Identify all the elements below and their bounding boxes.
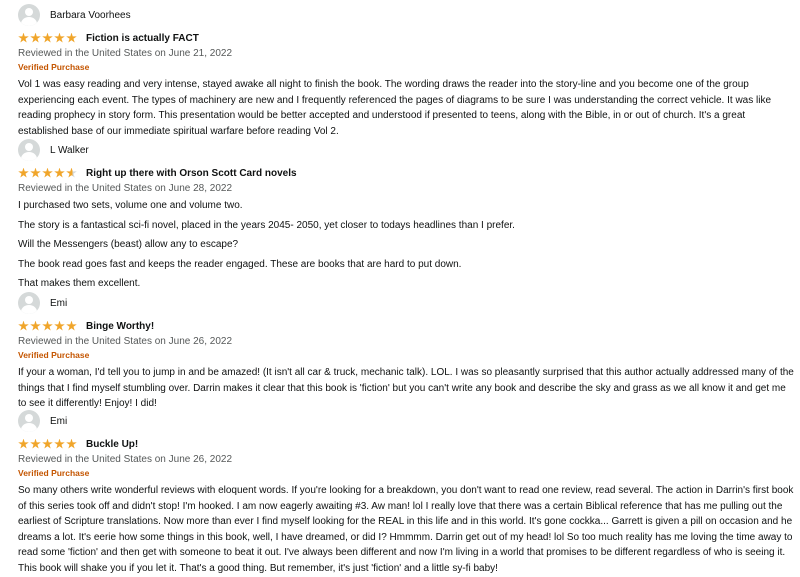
review-title[interactable]: Binge Worthy! (86, 320, 155, 332)
star-icon (66, 439, 77, 450)
avatar-icon (18, 139, 40, 161)
star-icon (54, 321, 65, 332)
review-card (18, 408, 796, 576)
star-icon (42, 33, 53, 44)
review-date: Reviewed in the United States on June 26, 2022 (18, 454, 233, 465)
review-body (18, 198, 796, 292)
verified-purchase-badge: Verified Purchase (18, 62, 90, 72)
review-paragraph: If your a woman, I'd tell you to jump in and be amazed! (It isn't all car & truck, mechanic talk). LOL. I was so pleasantly surprised that this author actually addressed many of the things that I find myself stumbling over. Darrin makes it clear that this book is 'fiction' but you can't write any book and describe the sky and grass as we all know it and get me to see it differently! Enjoy! I did! (18, 367, 794, 409)
reviewer-profile[interactable] (18, 408, 796, 434)
review-paragraph: So many others write wonderful reviews with eloquent words. If you're looking for a breakdown, you don't want to read one review, read several. The action in Darrin's first book of this series took off and didn't stop! I'm hooked. I am now eagerly awaiting #3. Aw man! lol I really love that there was a certain Biblical reference that has me pulling out the earliest of Scripture translations. Now more than ever I find myself looking for the REAL in this life and in this world. It's gone cockka... Garrett is given a pill on occasion and he dreams a lot. It's eerie how some things in this book, well, I have dreamed, or did I? Hmmmm. Darrin get out of my head! lol So too much reality has me loving the time away to read some 'fiction' and then get with someone to beat it out. I've always been different and now I'm living in a world that promises to be different regardless of who is seeing it. This book will shake you if you let it. That's a good thing. But remember, it's just 'fiction' and a little sy-fi baby! (18, 485, 794, 574)
star-icon (30, 33, 41, 44)
avatar-icon (18, 292, 40, 314)
review-paragraph: The story is a fantastical sci-fi novel, placed in the years 2045- 2050, yet closer to todays headlines than I prefer. (18, 219, 515, 231)
star-rating[interactable] (18, 439, 78, 450)
star-icon (30, 321, 41, 332)
review-paragraph: Vol 1 was easy reading and very intense, stayed awake all night to finish the book. The wording draws the reader into the story-line and you become one of the group experiencing each event. The types of machinery are new and I frequently referenced the pages of diagrams to be sure I was understanding the correct vehicle. It was like reading prophecy in story form. This presentation would be better accepted and understood if presented to teens, along with the Bible, in or out of church. It's a great established base of our immediate spiritual warfare before reading Vol 2. (18, 79, 772, 137)
reviewer-profile[interactable] (18, 137, 796, 163)
star-icon (30, 168, 41, 179)
reviewer-profile[interactable] (18, 2, 796, 28)
reviewer-name[interactable]: L Walker (50, 144, 89, 156)
reviewer-profile[interactable] (18, 290, 796, 316)
review-title[interactable]: Right up there with Orson Scott Card novels (86, 167, 297, 179)
review-body (18, 77, 796, 139)
review-paragraph: The book read goes fast and keeps the reader engaged. These are books that are hard to put down. (18, 258, 462, 270)
star-icon (18, 33, 29, 44)
star-rating[interactable] (18, 321, 78, 332)
star-icon (54, 33, 65, 44)
star-rating[interactable] (18, 168, 78, 179)
star-icon (54, 439, 65, 450)
verified-purchase-badge: Verified Purchase (18, 468, 90, 478)
review-date: Reviewed in the United States on June 21, 2022 (18, 48, 233, 59)
star-half-icon (66, 168, 77, 179)
review-card (18, 2, 796, 139)
review-date: Reviewed in the United States on June 28, 2022 (18, 183, 233, 194)
star-icon (42, 439, 53, 450)
star-icon (42, 321, 53, 332)
avatar-icon (18, 4, 40, 26)
review-body (18, 483, 796, 576)
review-paragraph: Will the Messengers (beast) allow any to escape? (18, 239, 239, 250)
star-icon (30, 439, 41, 450)
star-icon (18, 168, 29, 179)
review-paragraph: I purchased two sets, volume one and volume two. (18, 200, 243, 211)
star-icon (54, 168, 65, 179)
review-card (18, 137, 796, 296)
reviewer-name[interactable]: Emi (50, 297, 68, 309)
review-date: Reviewed in the United States on June 26, 2022 (18, 336, 233, 347)
review-paragraph: That makes them excellent. (18, 278, 141, 289)
reviewer-name[interactable]: Emi (50, 415, 68, 427)
star-icon (18, 439, 29, 450)
review-title[interactable]: Buckle Up! (86, 438, 139, 450)
reviewer-name[interactable]: Barbara Voorhees (50, 9, 131, 21)
avatar-icon (18, 410, 40, 432)
star-rating[interactable] (18, 33, 78, 44)
star-icon (18, 321, 29, 332)
star-icon (42, 168, 53, 179)
review-title[interactable]: Fiction is actually FACT (86, 32, 199, 44)
review-card (18, 290, 796, 412)
verified-purchase-badge: Verified Purchase (18, 350, 90, 360)
star-icon (66, 321, 77, 332)
star-icon (66, 33, 77, 44)
review-body (18, 365, 796, 412)
